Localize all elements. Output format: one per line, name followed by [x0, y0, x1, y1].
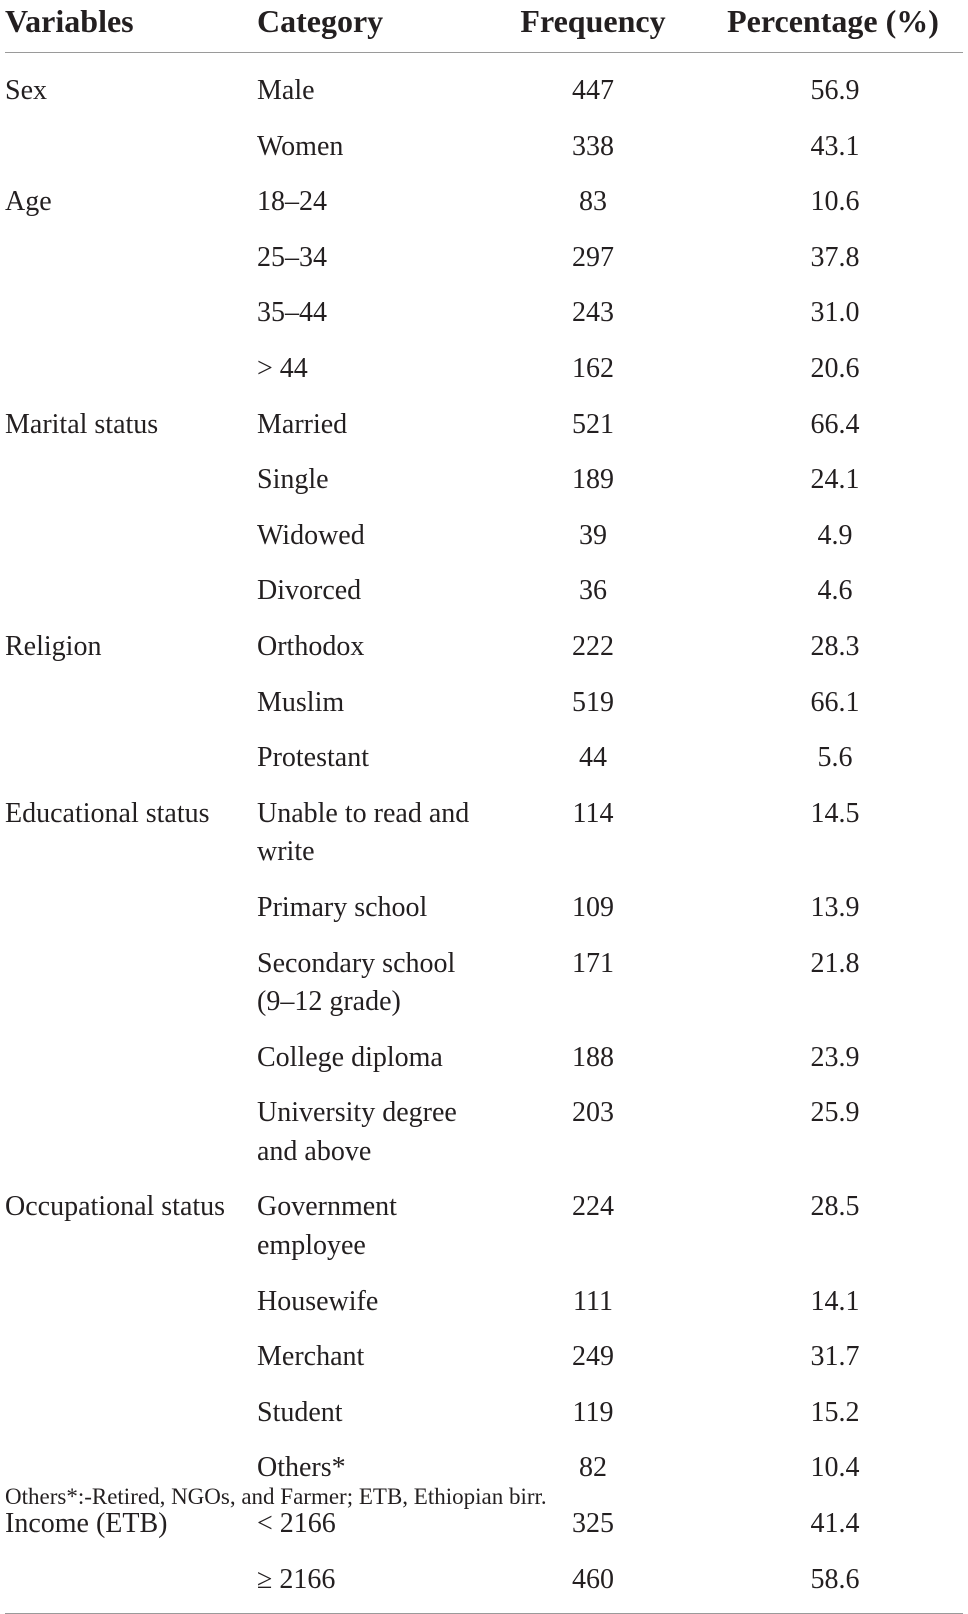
cell-variable [5, 1544, 257, 1614]
cell-variable [5, 277, 257, 333]
table-row [5, 111, 963, 167]
cell-frequency: 338 [572, 130, 614, 162]
cell-variable: Occupational status [5, 1191, 226, 1223]
cell-frequency: 243 [572, 297, 614, 329]
cell-frequency: 325 [572, 1508, 614, 1540]
cell-percentage: 21.8 [810, 947, 860, 979]
cell-percentage: 4.9 [817, 519, 853, 551]
header-row [5, 0, 963, 53]
cell-frequency: 36 [579, 575, 607, 607]
cell-percentage: 31.0 [810, 297, 860, 329]
cell-percentage: 58.6 [810, 1563, 860, 1595]
cell-frequency: 460 [572, 1563, 614, 1595]
cell-category: College diploma [257, 1041, 443, 1073]
header-frequency: Frequency [483, 0, 703, 53]
cell-variable [5, 111, 257, 167]
cell-category: > 44 [257, 352, 308, 384]
cell-category: Orthodox [257, 630, 365, 662]
cell-variable [5, 1321, 257, 1377]
cell-frequency: 519 [572, 686, 614, 718]
table-row [5, 1171, 963, 1265]
cell-variable: Marital status [5, 408, 159, 440]
demographics-table [5, 0, 963, 1613]
cell-category: 25–34 [257, 241, 327, 273]
cell-percentage: 37.8 [810, 241, 860, 273]
cell-percentage: 14.1 [810, 1285, 860, 1317]
cell-percentage: 5.6 [817, 742, 853, 774]
cell-category: 18–24 [257, 186, 327, 218]
cell-percentage: 10.6 [810, 186, 860, 218]
table-row [5, 667, 963, 723]
cell-percentage: 28.5 [810, 1191, 860, 1223]
table-row [5, 1022, 963, 1078]
cell-category: Single [257, 464, 329, 496]
cell-frequency: 249 [572, 1341, 614, 1373]
cell-variable [5, 722, 257, 778]
header-variables: Variables [5, 0, 257, 53]
table-row [5, 611, 963, 667]
cell-percentage: 15.2 [810, 1396, 860, 1428]
cell-percentage: 10.4 [810, 1452, 860, 1484]
table-row [5, 222, 963, 278]
table-row [5, 555, 963, 611]
table-row [5, 722, 963, 778]
table-footnote: Others*:-Retired, NGOs, and Farmer; ETB, Ethiopian birr. [5, 1484, 547, 1509]
cell-category: Unable to read and write [257, 797, 470, 868]
cell-frequency: 297 [572, 241, 614, 273]
cell-category: Widowed [257, 519, 365, 551]
cell-variable: Age [5, 186, 52, 218]
cell-frequency: 162 [572, 352, 614, 384]
cell-frequency: 109 [572, 891, 614, 923]
cell-variable: Income (ETB) [5, 1508, 168, 1540]
table-row [5, 53, 963, 111]
cell-percentage: 66.4 [810, 408, 860, 440]
table-row [5, 1544, 963, 1614]
table-row [5, 500, 963, 556]
cell-variable: Religion [5, 630, 102, 662]
cell-category: Student [257, 1396, 343, 1428]
cell-category: Secondary school (9–12 grade) [257, 947, 456, 1018]
cell-variable [5, 1022, 257, 1078]
table-row [5, 277, 963, 333]
cell-variable: Educational status [5, 797, 210, 829]
cell-category: Male [257, 75, 315, 106]
cell-frequency: 188 [572, 1041, 614, 1073]
cell-percentage: 41.4 [810, 1508, 860, 1540]
cell-category: Protestant [257, 742, 369, 774]
cell-variable [5, 872, 257, 928]
header-category: Category [257, 0, 483, 53]
cell-frequency: 447 [572, 75, 614, 106]
cell-variable [5, 333, 257, 389]
cell-category: Muslim [257, 686, 345, 718]
cell-frequency: 222 [572, 630, 614, 662]
table-row [5, 166, 963, 222]
cell-variable [5, 222, 257, 278]
cell-category: University degree and above [257, 1097, 457, 1167]
cell-variable [5, 444, 257, 500]
cell-category: Government employee [257, 1191, 397, 1262]
cell-frequency: 82 [579, 1452, 607, 1484]
cell-category: Divorced [257, 575, 362, 607]
table-header [5, 0, 963, 53]
cell-variable [5, 1077, 257, 1171]
cell-category: Primary school [257, 891, 428, 923]
cell-variable [5, 1432, 257, 1488]
cell-percentage: 4.6 [817, 575, 853, 607]
table-row [5, 778, 963, 872]
cell-percentage: 20.6 [810, 352, 860, 384]
cell-category: < 2166 [257, 1508, 336, 1540]
cell-variable [5, 555, 257, 611]
table-row [5, 333, 963, 389]
cell-frequency: 111 [573, 1285, 613, 1317]
cell-frequency: 44 [579, 742, 607, 774]
cell-percentage: 14.5 [810, 797, 860, 829]
cell-frequency: 203 [572, 1097, 614, 1129]
cell-percentage: 25.9 [810, 1097, 860, 1129]
cell-frequency: 83 [579, 186, 607, 218]
cell-category: Married [257, 408, 348, 440]
cell-category: Housewife [257, 1285, 379, 1317]
cell-percentage: 13.9 [810, 891, 860, 923]
table-row [5, 444, 963, 500]
cell-percentage: 31.7 [810, 1341, 860, 1373]
cell-variable: Sex [5, 75, 47, 106]
cell-variable [5, 1377, 257, 1433]
cell-percentage: 56.9 [810, 75, 860, 106]
cell-frequency: 171 [572, 947, 614, 979]
cell-percentage: 23.9 [810, 1041, 860, 1073]
cell-category: Merchant [257, 1341, 365, 1373]
table-body [5, 53, 963, 1614]
cell-frequency: 114 [572, 797, 614, 829]
cell-percentage: 43.1 [810, 130, 860, 162]
demographics-table-container [5, 0, 963, 1614]
table-row [5, 1432, 963, 1488]
cell-percentage: 66.1 [810, 686, 860, 718]
table-row [5, 872, 963, 928]
cell-variable [5, 1266, 257, 1322]
cell-frequency: 189 [572, 464, 614, 496]
cell-frequency: 119 [572, 1396, 614, 1428]
table-row [5, 1077, 963, 1171]
cell-category: Others* [257, 1452, 346, 1484]
cell-category: ≥ 2166 [257, 1563, 336, 1595]
cell-percentage: 28.3 [810, 630, 860, 662]
header-percentage: Percentage (%) [703, 0, 963, 53]
cell-variable [5, 500, 257, 556]
cell-category: 35–44 [257, 297, 327, 329]
cell-frequency: 39 [579, 519, 607, 551]
cell-frequency: 224 [572, 1191, 614, 1223]
cell-percentage: 24.1 [810, 464, 860, 496]
cell-variable [5, 928, 257, 1022]
table-row [5, 928, 963, 1022]
cell-category: Women [257, 130, 344, 162]
table-row [5, 1377, 963, 1433]
table-row [5, 1266, 963, 1322]
cell-frequency: 521 [572, 408, 614, 440]
table-row [5, 1321, 963, 1377]
cell-variable [5, 667, 257, 723]
table-row [5, 389, 963, 445]
